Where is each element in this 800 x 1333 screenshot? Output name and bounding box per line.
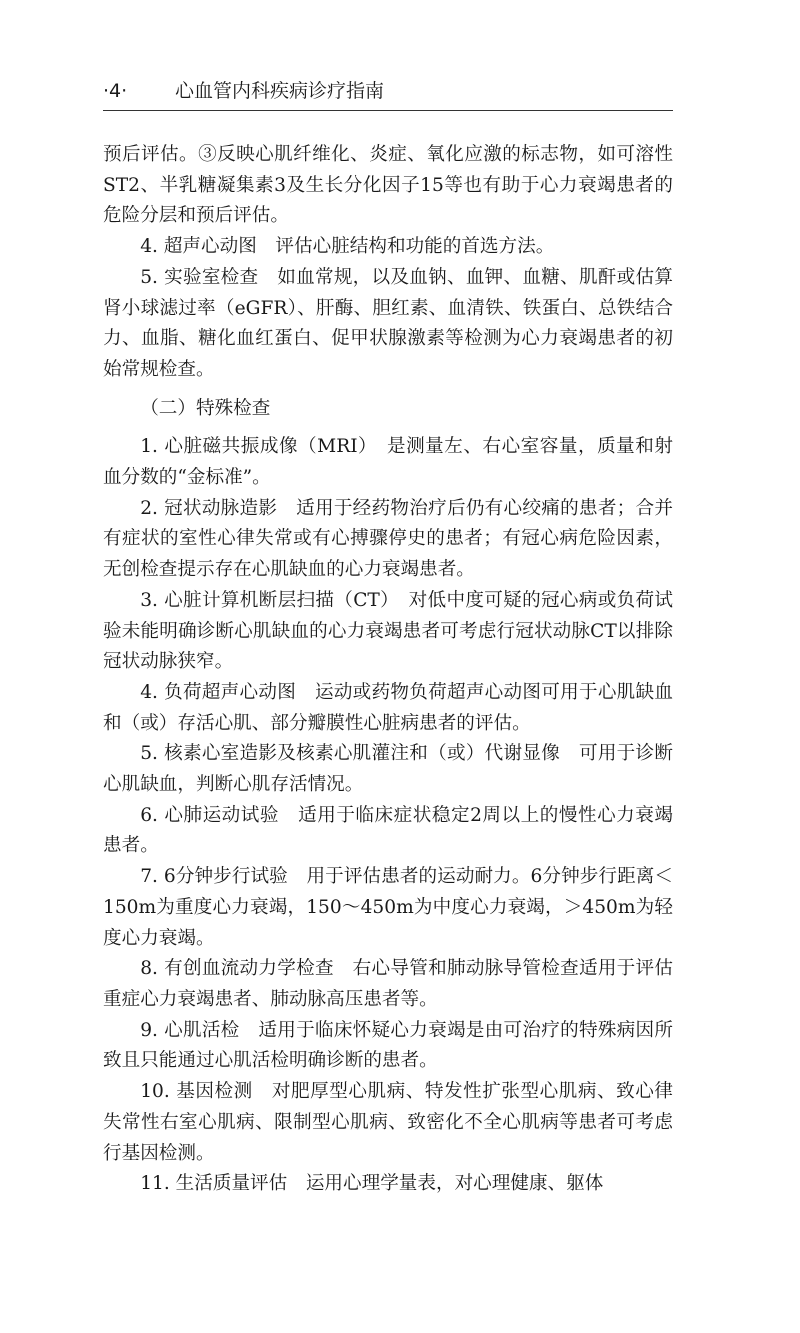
- paragraph-coronary-angiography: 2. 冠状动脉造影 适用于经药物治疗后仍有心绞痛的患者；合并有症状的室性心律失常或有心搏骤停史的患者；有冠心病危险因素，无创检查提示存在心肌缺血的心力衰竭患者。: [103, 497, 673, 581]
- paragraph-laboratory-tests: 5. 实验室检查 如血常规，以及血钠、血钾、血糖、肌酐或估算肾小球滤过率（eGFR）、肝酶、胆红素、血清铁、铁蛋白、总铁结合力、血脂、糖化血红蛋白、促甲状腺激素等检测为心力衰竭患者的初始常规检查。: [103, 266, 673, 380]
- paragraph-echocardiography: 4. 超声心动图 评估心脏结构和功能的首选方法。: [140, 236, 555, 258]
- body-text: [103, 140, 673, 1200]
- paragraph-nuclear-imaging: 5. 核素心室造影及核素心肌灌注和（或）代谢显像 可用于诊断心肌缺血，判断心肌存活情况。: [103, 743, 673, 796]
- paragraph-invasive-hemodynamics: 8. 有创血流动力学检查 右心导管和肺动脉导管检查适用于评估重症心力衰竭患者、肺动脉高压患者等。: [103, 958, 673, 1010]
- paragraph-six-minute-walk-test: 7. 6分钟步行试验 用于评估患者的运动耐力。6分钟步行距离＜150m为重度心力衰竭，150～450m为中度心力衰竭，＞450m为轻度心力衰竭。: [103, 866, 673, 949]
- page-number: ·4·: [103, 80, 128, 102]
- paragraph-cardiac-mri: 1. 心脏磁共振成像（MRI） 是测量左、右心室容量，质量和射血分数的“金标准”。: [103, 436, 673, 489]
- paragraph-myocardial-biopsy: 9. 心肌活检 适用于临床怀疑心力衰竭是由可治疗的特殊病因所致且只能通过心肌活检明确诊断的患者。: [103, 1019, 673, 1072]
- book-title: 心血管内科疾病诊疗指南: [175, 80, 385, 102]
- paragraph-cardiac-ct: 3. 心脏计算机断层扫描（CT） 对低中度可疑的冠心病或负荷试验未能明确诊断心肌缺血的心力衰竭患者可考虑行冠状动脉CT以排除冠状动脉狭窄。: [103, 589, 673, 673]
- paragraph-quality-of-life: 11. 生活质量评估 运用心理学量表，对心理健康、躯体: [140, 1173, 604, 1195]
- subsection-heading-special-tests: （二）特殊检查: [140, 397, 271, 419]
- running-head: [103, 78, 673, 111]
- paragraph-cardiopulmonary-exercise-test: 6. 心肺运动试验 适用于临床症状稳定2周以上的慢性心力衰竭患者。: [103, 804, 673, 857]
- paragraph-genetic-testing: 10. 基因检测 对肥厚型心肌病、特发性扩张型心肌病、致心律失常性右室心肌病、限制型心肌病、致密化不全心肌病等患者可考虑行基因检测。: [103, 1081, 673, 1164]
- paragraph-prognosis-continued: 预后评估。③反映心肌纤维化、炎症、氧化应激的标志物，如可溶性ST2、半乳糖凝集素3及生长分化因子15等也有助于心力衰竭患者的危险分层和预后评估。: [103, 144, 673, 227]
- paragraph-stress-echocardiography: 4. 负荷超声心动图 运动或药物负荷超声心动图可用于心肌缺血和（或）存活心肌、部分瓣膜性心脏病患者的评估。: [103, 681, 673, 734]
